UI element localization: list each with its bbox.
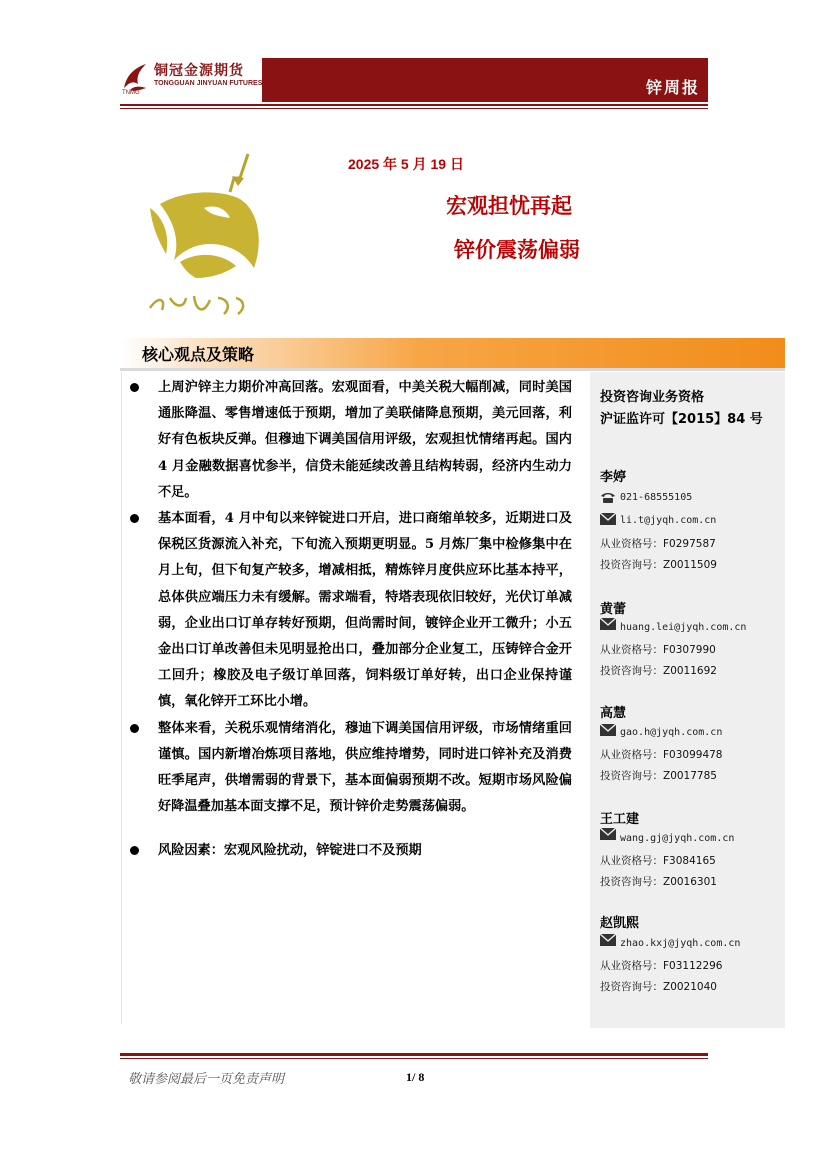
analyst-advisory-no: 投资咨询号：Z0011509: [600, 559, 717, 571]
analyst-email[interactable]: gao.h@jyqh.com.cn: [620, 727, 723, 738]
key-point-item: [128, 716, 572, 821]
analyst-email[interactable]: wang.gj@jyqh.com.cn: [620, 833, 735, 844]
analyst-cert: 从业资格号：F03099478: [600, 749, 723, 761]
report-type-label: 锌周报: [645, 78, 700, 97]
key-point-text: 整体来看，关税乐观情绪消化，穆迪下调美国信用评级，市场情绪重回谨慎。国内新增冶炼项目落地，供应维持增势，同时进口锌补充及消费旺季尾声，供增需弱的背景下，基本面偏弱预期不改。短期市场风险偏好降温叠加基本面支撑不足，预计锌价走势震荡偏弱。: [158, 720, 572, 815]
license-title: 投资咨询业务资格: [600, 390, 705, 405]
report-date: 2025 年 5 月 19 日: [348, 156, 464, 172]
key-point-item: [128, 506, 572, 716]
analyst-sidebar: [590, 372, 785, 1028]
analyst-advisory-no: 投资咨询号：Z0021040: [600, 981, 717, 993]
header-divider-thin: [120, 108, 708, 109]
analyst-phone: 021-68555105: [620, 492, 693, 503]
analyst-cert: 从业资格号：F0307990: [600, 644, 716, 656]
email-icon: [600, 934, 616, 946]
header-divider: [120, 104, 708, 106]
phone-icon: [600, 492, 616, 504]
key-point-item: [128, 375, 572, 506]
key-point-text: 基本面看，4 月中旬以来锌锭进口开启，进口商缩单较多，近期进口及保税区货源流入补充，下旬流入预期更明显。5 月炼厂集中检修集中在月上旬，但下旬复产较多，增减相抵，精炼锌月度供应环比基本持平，总体供应端压力未有缓解。需求端看，特塔表现依旧较好，光伏订单减弱，企业出口订单存转好预期，但尚需时间，镀锌企业开工微升；小五金出口订单改善但未见明显抢出口，叠加部分企业复工，压铸锌合金开工回升；橡胶及电子级订单回落，饲料级订单好转，出口企业保持谨慎，氧化锌开工环比小增。: [158, 511, 572, 710]
footer-divider-thin: [120, 1058, 708, 1059]
analyst-cert: 从业资格号：F03112296: [600, 960, 723, 972]
email-icon: [600, 618, 616, 630]
company-name-en: TONGGUAN JINYUAN FUTURES: [154, 80, 263, 87]
key-point-item: [128, 838, 572, 864]
report-title-line1: 宏观担忧再起: [446, 194, 572, 218]
key-point-text: 上周沪锌主力期价冲高回落。宏观面看，中美关税大幅削减，同时美国通胀降温、零售增速低于预期，增加了美联储降息预期，美元回落，利好有色板块反弹。但穆迪下调美国信用评级，宏观担忧情绪再起。国内 4 月金融数据喜忧参半，信贷未能延续改善且结构转弱，经济内生动力不足。: [158, 380, 572, 500]
email-icon: [600, 724, 616, 736]
footer-divider: [120, 1053, 708, 1056]
disclaimer-note: 敬请参阅最后一页免责声明: [128, 1072, 285, 1087]
email-icon: [600, 513, 616, 525]
emblem-icon: [140, 148, 300, 328]
page-number: 1/ 8: [406, 1070, 425, 1084]
left-border: [121, 372, 122, 1024]
company-name-cn: 铜冠金源期货: [154, 63, 244, 79]
header-bar: [262, 58, 708, 102]
analyst-cert: 从业资格号：F0297587: [600, 538, 716, 550]
analyst-name: 高慧: [600, 706, 627, 721]
section-title: 核心观点及策略: [142, 345, 255, 364]
analyst-name: 李婷: [600, 470, 627, 485]
analyst-cert: 从业资格号：F3084165: [600, 855, 716, 867]
bullet-icon: [130, 724, 139, 733]
section-underline: [120, 368, 785, 371]
company-logo: [120, 56, 270, 100]
analyst-name: 黄蕾: [600, 602, 627, 617]
company-abbr: TNMG: [122, 90, 140, 96]
analyst-email[interactable]: zhao.kxj@jyqh.com.cn: [620, 938, 741, 949]
bullet-icon: [130, 846, 139, 855]
bullet-icon: [130, 514, 139, 523]
analyst-advisory-no: 投资咨询号：Z0011692: [600, 665, 717, 677]
analyst-advisory-no: 投资咨询号：Z0017785: [600, 770, 717, 782]
email-icon: [600, 828, 616, 840]
report-title-line2: 锌价震荡偏弱: [454, 238, 580, 262]
key-point-text: 风险因素：宏观风险扰动，锌锭进口不及预期: [158, 843, 422, 859]
license-number: 沪证监许可【2015】84 号: [600, 412, 763, 427]
section-banner: [120, 338, 785, 368]
analyst-email[interactable]: huang.lei@jyqh.com.cn: [620, 622, 747, 633]
analyst-email[interactable]: li.t@jyqh.com.cn: [620, 515, 717, 526]
analyst-name: 赵凯熙: [600, 916, 640, 931]
analyst-name: 王工建: [600, 812, 640, 827]
analyst-advisory-no: 投资咨询号：Z0016301: [600, 876, 717, 888]
bullet-icon: [130, 383, 139, 392]
key-points: [128, 375, 572, 865]
spacer: [128, 820, 572, 838]
